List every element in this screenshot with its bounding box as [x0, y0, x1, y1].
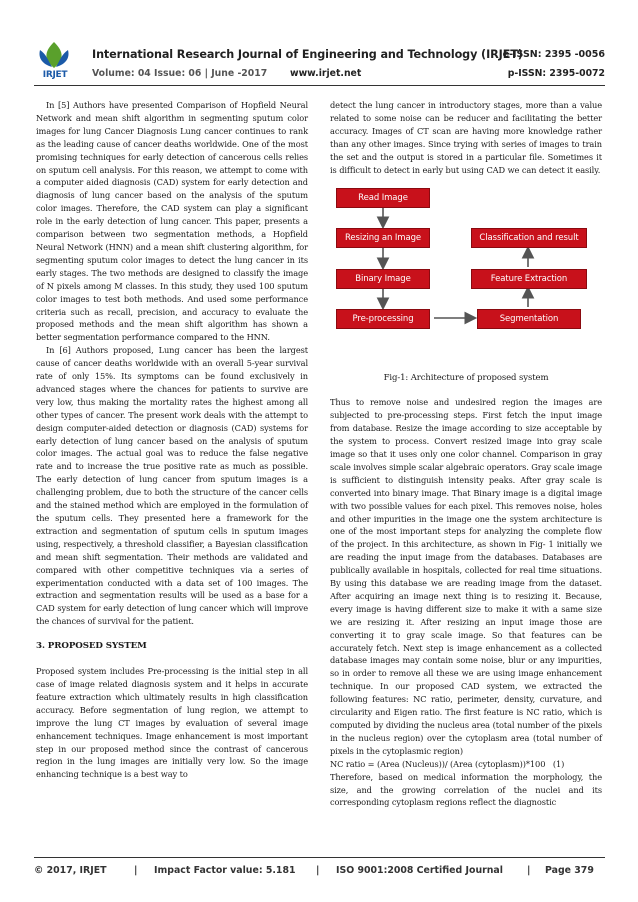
footer-impact-factor: Impact Factor value: 5.181: [154, 865, 296, 876]
footer-separator: |: [134, 865, 138, 876]
logo-text: IRJET: [42, 70, 68, 80]
step-classification-result: Classification and result: [471, 228, 587, 248]
figure-caption: Fig-1: Architecture of proposed system: [383, 373, 549, 384]
footer-copyright: © 2017, IRJET: [34, 865, 107, 876]
paragraph: In [5] Authors have presented Comparison of Hopfield Neural Network and mean shift algorithm in segmenting sputum color images for lung Cancer Diagnosis Lung cancer continues to rank as the leading cause of cancer deaths worldwide. One of the most promising techniques for early detection of cancerous cells relies on sputum cell analysis. For this reason, we attempt to come with a computer aided diagnosis (CAD) system for early detection and diagnosis of lung cancer based on the analysis of the sputum color images. Therefore, the CAD system can play a significant role in the early detection of lung cancer. This paper, presents a comparison between two segmentation methods, a Hopfield Neural Network (HNN) and a mean shift clustering algorithm, for segmenting sputum color images to detect the lung cancer in its early stages. The two methods are designed to classify the image of N pixels among M classes. In this study, they used 100 sputum color images to test both methods. And used some performance criteria such as recall, precision, and accuracy to evaluate the proposed methods and the mean shift algorithm has shown a better segmentation performance compared to the HNN.: [36, 100, 308, 343]
right-column: [330, 99, 602, 809]
paragraph: Therefore, based on medical information the morphology, the size, and the growing correlation of the nuclei and its corresponding cytoplasm regions reflect the diagnostic: [330, 771, 602, 808]
footer-page-number: Page 379: [545, 865, 594, 876]
footer-separator: |: [527, 865, 531, 876]
step-feature-extraction: Feature Extraction: [471, 269, 587, 289]
left-column: [36, 99, 308, 781]
step-preprocessing: Pre-processing: [336, 309, 430, 329]
volume-issue: Volume: 04 Issue: 06 | June -2017: [92, 68, 268, 79]
paragraph: Proposed system includes Pre-processing is the initial step in all case of image related diagnosis system and it helps in accurate feature extraction which ultimately results in high classification accuracy. Before segmentation of lung region, we attempt to improve the lung CT images by evaluation of several image enhancement techniques. Image enhancement is most important step in our proposed method since the contrast of cancerous region in the lung images are initially very low. So the image enhancing technique is a best way to: [36, 666, 308, 780]
pissn: p-ISSN: 2395-0072: [507, 68, 605, 79]
header-divider: [34, 85, 605, 86]
eissn: e-ISSN: 2395 -0056: [502, 49, 605, 60]
step-read-image: Read Image: [336, 188, 430, 208]
step-resizing-image: Resizing an Image: [336, 228, 430, 248]
paragraph: detect the lung cancer in introductory stages, more than a value related to some noise can be reducer and facilitating the better accuracy. Images of CT scan are having more knowledge rather than any other images. Since trying with series of images to train the set and the output is stored in a particular file. Sometimes it is difficult to detect in early but using CAD we can detect it easily.: [330, 100, 602, 175]
step-segmentation: Segmentation: [477, 309, 581, 329]
paragraph: Thus to remove noise and undesired region the images are subjected to pre-processing steps. First fetch the input image from database. Resize the image according to size acceptable by the system to process. Convert resized image into gray scale image so that it uses only one color channel. Comparison in gray scale involves simple scalar algebraic operators. Gray scale image is sufficient to distinguish intensity peaks. After gray scale is converted into binary image. That Binary image is a digital image with two possible values for each pixel. This removes noise, holes and other impurities in the image one the system architecture is one of the most important steps for analyzing the complete flow of the project. In this architecture, as shown in Fig- 1 initially we are reading the input image from the databases. Databases are publically available in hospitals, collected for real time situations. By using this database we are reading image from the dataset. After acquiring an image next thing is to resizing it. Because, every image is having different size to make it with a same size we are resizing it. After resizing an input image those are converting it to gray scale image. So that features can be accurately fetch. Next step is image enhancement as a collected database images may contain some noise, blur or any impurities, so in order to remove all these we are using image enhancement technique. In our proposed CAD system, we extracted the following features: NC ratio, perimeter, density, curvature, and circularity and Eigen ratio. The first feature is NC ratio, which is computed by dividing the nucleus area (total number of the pixels in the nucleus region) over the cytoplasm area (total number of pixels in the cytoplasmic region): [330, 397, 602, 756]
footer-separator: |: [316, 865, 320, 876]
journal-website: www.irjet.net: [290, 68, 362, 79]
step-binary-image: Binary Image: [336, 269, 430, 289]
paragraph: In [6] Authors proposed, Lung cancer has been the largest cause of cancer deaths worldwide with an overall 5-year survival rate of only 15%. Its symptoms can be found exclusively in advanced stages where the chances for patients to survive are very low, thus making the mortality rates the highest among all other types of cancer. The present work deals with the attempt to design computer-aided detection or diagnosis (CAD) systems for early detection of lung cancer based on the analysis of sputum color images. The actual goal was to reduce the false negative rate and to increase the true positive rate as much as possible. The early detection of lung cancer from sputum images is a challenging problem, due to both the structure of the cancer cells and the stained method which are employed in the formulation of the sputum cells. They presented here a framework for the extraction and segmentation of sputum cells in sputum images using, respectively, a threshold classifier, a Bayesian classification and mean shift segmentation. Their methods are validated and compared with other competitive techniques via a series of experimentation conducted with a data set of 100 images. The extraction and segmentation results will be used as a base for a CAD system for early detection of lung cancer which will improve the chances of survival for the patient.: [36, 345, 308, 627]
footer-iso: ISO 9001:2008 Certified Journal: [336, 865, 503, 876]
formula: NC ratio = (Area (Nucleus))/ (Area (cytoplasm))*100 (1): [330, 758, 565, 769]
architecture-figure: [330, 186, 602, 366]
journal-title: International Research Journal of Engineering and Technology (IRJET): [92, 48, 523, 61]
footer-divider: [34, 857, 605, 858]
section-heading: 3. PROPOSED SYSTEM: [36, 641, 147, 652]
